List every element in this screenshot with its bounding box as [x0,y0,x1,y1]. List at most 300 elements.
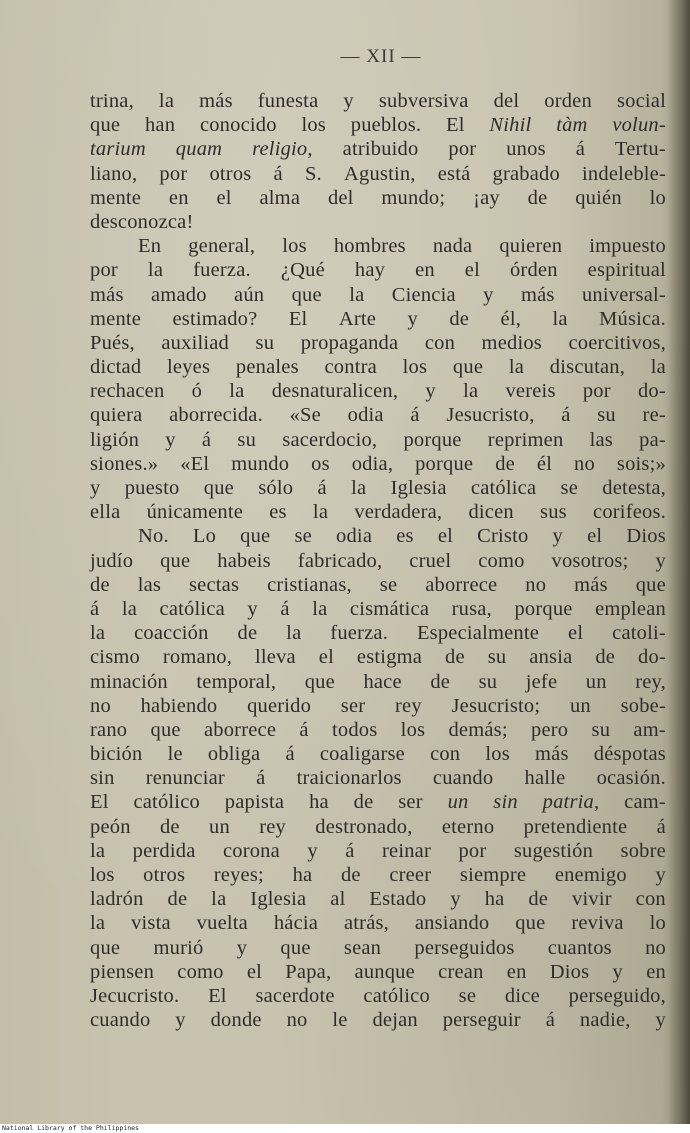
page-number-header: — XII — [340,46,422,67]
word: y [655,549,666,572]
word: contra [324,356,377,379]
word: la [90,839,106,862]
text-line [90,936,666,960]
text-line [90,307,666,331]
word: desconozca! [90,210,194,233]
word: pero [531,718,569,741]
word: su [237,428,257,451]
word: un [447,791,469,814]
word: de [237,622,258,645]
word: funesta [257,90,319,112]
word: no [286,1009,308,1032]
word: más [574,573,608,596]
word: do- [637,380,666,403]
text-line [90,113,666,137]
text-line [90,258,666,282]
word: murió [153,936,204,959]
word: de [449,307,470,330]
text-line [90,984,666,1008]
word: Jesucristo; [451,694,541,717]
word: de [528,888,549,911]
word: pretendiente [523,815,628,838]
word: fabricado, [297,549,383,572]
word: habeis [217,549,271,572]
text-line [90,476,666,500]
word: otros [143,864,186,886]
word: y [450,888,461,911]
word: vivir [572,888,612,911]
word: dejan [372,1009,418,1032]
word: un [209,815,230,838]
word: corifeos. [593,501,666,524]
word: la [650,356,666,379]
word: ladrón [90,888,144,911]
word: cuando [90,1009,151,1032]
text-line [90,89,666,113]
word: Nihil [489,114,532,137]
word: creer [389,864,432,886]
word: la [229,380,245,403]
word: porque [403,428,462,451]
word: el [246,960,263,983]
word: conocido [199,114,277,137]
word: fuerza. [330,622,389,645]
word: mundo [231,452,290,475]
word: el [464,259,480,282]
word: En [138,235,162,258]
word: las [589,428,613,451]
word: ser [398,791,423,814]
word: los [485,743,510,766]
word: judío [90,549,134,572]
word: sois;» [616,452,666,475]
word: á [345,839,355,862]
word: más [535,743,569,766]
word: que [150,718,181,741]
word: á [201,428,212,451]
word: y [165,428,176,451]
word: jefe [525,670,558,693]
word: discutan, [549,356,626,379]
word: es [269,501,287,524]
word: al [330,888,346,911]
word: sacerdote [255,984,335,1007]
word: de [340,864,361,886]
word: y [483,283,494,306]
word: y [655,864,666,886]
text-line [90,452,666,476]
word: la [552,307,568,330]
word: á [410,404,420,427]
word: El [446,114,465,137]
word: perdida [132,839,196,862]
word: su [255,331,275,354]
word: á [575,138,585,161]
word: «Se [289,404,321,427]
word: traicionarlos [296,767,402,790]
text-line [90,670,666,694]
word: vosotros; [551,549,629,572]
word: de [430,670,451,693]
word: se [294,525,312,548]
word: aún [234,283,265,306]
word: el [437,525,454,548]
word: los [90,864,115,886]
word: Arte [338,307,377,330]
word: cismática [349,597,430,620]
word: porque [415,452,474,475]
word: y [236,936,248,959]
word: sectas [189,573,240,596]
word: aunque [354,960,415,983]
word: sean [343,936,382,959]
word: hácia [273,912,319,935]
word: un [585,670,607,693]
word: á [285,743,295,766]
word: por [90,259,118,282]
word: re- [642,404,666,427]
word: atribuido [342,138,419,161]
word: orden [544,90,592,112]
word: mente [90,186,142,209]
text-line [90,162,666,186]
word: puesto [124,477,180,499]
word: no [525,573,547,596]
word: verdadera, [354,501,443,524]
word: desnaturalicen, [271,380,399,403]
word: enemigo [554,864,627,886]
word: cam- [624,791,666,814]
word: ó [191,380,203,403]
word: y [425,380,436,403]
word: está [437,162,471,185]
word: y [90,477,101,499]
word: bición [90,743,143,766]
word: la [349,283,365,306]
word: auxiliad [161,331,230,354]
word: os [311,452,330,475]
text-line [90,1008,666,1032]
footer-bar [0,1124,690,1133]
word: como [478,549,525,572]
word: Ciencia [391,283,456,306]
word: en [415,259,435,282]
word: ¡ay [473,186,500,209]
word: general, [188,235,256,258]
word: indeleble- [582,162,666,185]
text-line [90,234,666,258]
word: no [90,694,111,717]
word: universal- [581,283,666,306]
text-line [90,428,666,452]
word: Estado [369,888,427,911]
word: y [307,839,318,862]
text-line [90,839,666,863]
word: destronado, [315,815,413,838]
word: ha [292,864,313,886]
word: que [291,283,322,306]
word: de [167,888,188,911]
word: atrás, [343,912,389,935]
word: católica [470,477,537,499]
word: El [208,984,227,1007]
body-text [90,89,666,1032]
word: la [121,597,138,620]
word: de [527,186,548,209]
word: quién [575,186,622,209]
word: Jecucristo. [90,984,180,1007]
text-line [90,331,666,355]
word: con [424,331,456,354]
word: órden [509,259,558,282]
word: lleva [255,646,296,669]
word: ella [90,501,121,524]
word: se [458,984,477,1007]
word: liano, [90,162,138,185]
word: fuerza. [193,259,251,282]
word: donde [210,1009,262,1032]
text-line [90,597,666,621]
word: más [520,283,555,306]
word: católica [159,597,225,620]
word: hace [363,670,402,693]
word: el [318,646,334,669]
word: El [90,791,109,814]
word: en [646,960,666,983]
word: la [90,622,106,645]
word: de [595,646,616,669]
word: de [495,452,515,475]
word: Música. [599,307,666,330]
word: con [635,888,666,911]
word: católico [133,791,200,814]
word: dice [504,984,540,1007]
word: sacerdocio, [282,428,378,451]
word: coercitivos, [568,331,666,354]
word: á [280,597,290,620]
text-line [90,718,666,742]
word: de [159,815,180,838]
word: únicamente [146,501,244,524]
word: á [561,404,571,427]
word: alma [259,186,301,209]
word: corona [222,839,280,862]
word: á [90,597,100,620]
word: ha [484,888,505,911]
word: tarium [90,138,146,161]
word: quieren [499,235,563,258]
word: y [175,1009,186,1032]
word: ¿Qué [280,259,325,282]
word: Lo [192,525,217,548]
word: Agustin, [343,162,416,185]
library-credit: National Library of the Philippines [2,1124,139,1132]
word: perseguidos [414,936,515,959]
word: romano, [162,646,233,669]
word: sin [90,767,115,790]
word: su [597,404,616,427]
word: que [452,356,484,379]
word: que [90,114,121,137]
word: que [304,670,335,693]
word: ligión [90,428,140,451]
word: rechacen [90,380,165,403]
word: odia [336,525,373,548]
word: patria, [542,791,600,814]
word: propaganda [300,331,399,354]
word: dictad [90,356,142,379]
word: hombres [333,235,406,258]
word: que [635,573,666,596]
word: á [273,162,283,185]
word: aborrece [425,573,498,596]
word: impuesto [589,235,666,258]
word: sobre [620,839,666,862]
word: la [463,380,479,403]
word: pa- [639,428,666,451]
word: los [400,718,426,741]
word: estigma [356,646,423,669]
word: cruel [409,549,452,572]
word: S. [304,162,322,185]
word: siempre [459,864,527,886]
word: ansia [529,646,573,669]
word: su [478,670,498,693]
word: él, [500,307,522,330]
word: nadie, [579,1009,631,1032]
word: Cristo [477,525,529,548]
word: coacción [134,622,209,645]
word: Dios [549,960,590,983]
text-line [90,911,666,935]
word: se [379,573,398,596]
word: la [147,259,164,282]
word: otros [209,162,252,185]
word: á [317,477,327,499]
word: de [353,791,374,814]
word: Iglesia [250,888,307,911]
text-line [90,210,666,234]
text-line [90,355,666,379]
word: aborrece [203,718,277,741]
word: emplean [595,597,666,620]
text-line [90,500,666,524]
word: que [160,549,191,572]
word: leyes [167,356,211,379]
word: la [312,501,329,524]
word: ser [340,694,366,717]
word: Jesucristo, [446,404,535,427]
word: obliga [207,743,261,766]
word: se [560,477,579,499]
word: reprimen [487,428,564,451]
word: rey [259,815,286,838]
word: espiritual [587,259,666,282]
word: penales [235,356,299,379]
word: que [90,936,121,959]
word: medios [481,331,542,354]
word: sus [540,501,567,524]
text-line [90,573,666,597]
word: grabado [492,162,560,185]
word: cuando [432,767,494,790]
word: todos [331,718,378,741]
word: con [430,743,461,766]
word: Papa, [285,960,332,983]
text-line [90,887,666,911]
word: la [158,90,175,112]
word: quiera [90,404,143,427]
word: subversiva [378,90,469,112]
word: dicen [468,501,514,524]
word: el [216,186,232,209]
word: del [493,90,520,112]
word: estimado? [172,307,258,330]
word: él [536,452,553,475]
word: temporal, [196,670,277,693]
word: por [458,839,487,862]
text-line [90,549,666,573]
word: rey, [635,670,666,693]
word: volun- [612,114,666,137]
word: habiendo [140,694,218,717]
word: su [591,718,611,741]
word: como [177,960,224,983]
text-line [90,283,666,307]
word: tàm [556,114,588,137]
word: por [448,138,477,161]
word: de [445,646,465,669]
word: Tertu- [614,138,666,161]
text-line [90,524,666,548]
word: perseguir [442,1009,521,1032]
word: y [247,597,258,620]
word: No. [138,525,169,548]
word: que [240,525,271,548]
text-line [90,694,666,718]
word: am- [633,718,666,741]
word: demás; [448,718,508,741]
word: le [332,1009,348,1032]
word: hay [354,259,386,282]
text-line [90,766,666,790]
word: que [515,912,546,935]
word: quam [175,138,223,161]
word: los [282,235,307,258]
word: cuantos [547,936,612,959]
word: sin [493,791,518,814]
word: rey [395,694,422,717]
word: coaligarse [319,743,405,766]
word: pueblos. [350,114,422,137]
text-line [90,379,666,403]
word: los [301,114,326,137]
word: han [144,114,176,137]
text-line [90,815,666,839]
word: detesta, [602,477,666,499]
word: sobe- [620,694,666,717]
word: á [299,718,309,741]
page-edge-shadow [668,0,690,1124]
word: ha [309,791,329,814]
word: do- [638,646,666,669]
word: unos [506,138,546,161]
word: lo [649,186,666,209]
word: Dios [626,525,666,548]
text-line [90,621,666,645]
word: reviva [571,912,624,935]
word: siones.» [90,452,159,475]
